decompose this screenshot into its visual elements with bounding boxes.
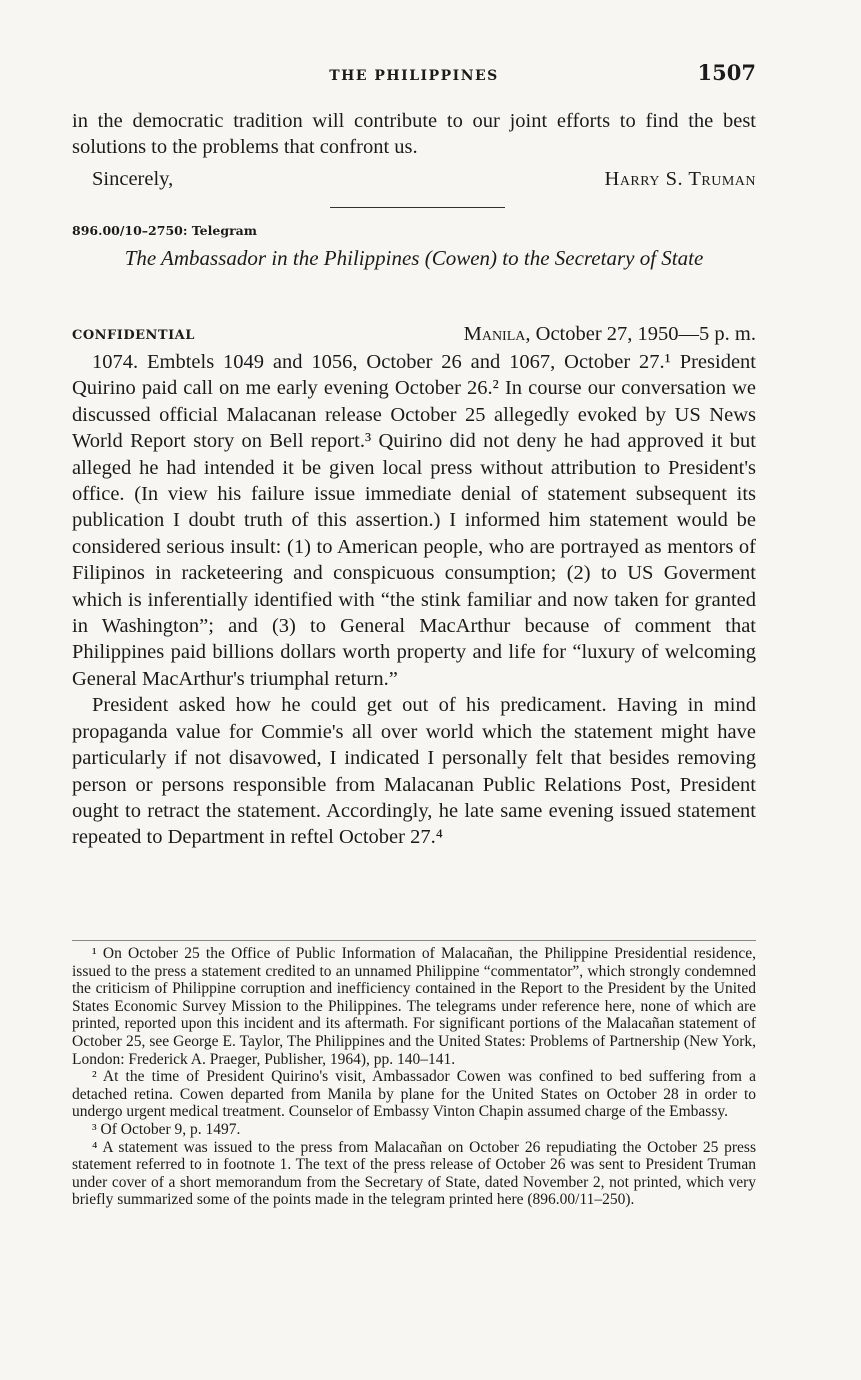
dateline-date: October 27, 1950—5 p. m. bbox=[535, 323, 756, 345]
salutation: Sincerely, bbox=[92, 168, 174, 190]
body-paragraph-2: President asked how he could get out of his predicament. Having in mind propaganda value for Commie's all over world which the statement might have particularly if not disavowed, I indicated I personally felt that besides removing person or persons responsible from Malacanan Public Relations Post, President ought to retract the statement. Accordingly, he late same evening issued statement repeated to Department in reftel October 27.⁴ bbox=[72, 694, 756, 849]
classification: CONFIDENTIAL bbox=[72, 328, 195, 343]
page-header bbox=[72, 60, 756, 90]
footnote-1: ¹ On October 25 the Office of Public Information of Malacañan, the Philippine Presidential residence, issued to the press a statement credited to an unnamed Philippine “commentator”, which strongly condemned the criticism of Philippine corruption and inefficiency contained in the Report to the President by the United States Economic Survey Mission to the Philippines. The telegrams under reference here, none of which are printed, reported upon this incident and its aftermath. For significant portions of the Malacañan statement of October 25, see George E. Taylor, The Philippines and the United States: Problems of Partnership (New York, London: Frederick A. Praeger, Publisher, 1964), pp. 140–141. bbox=[72, 945, 756, 1068]
telegram-body bbox=[72, 349, 756, 851]
footnote-divider bbox=[72, 940, 756, 941]
footnotes bbox=[72, 945, 756, 1209]
body-paragraph-1: 1074. Embtels 1049 and 1056, October 26 and 1067, October 27.¹ President Quirino paid call on me early evening October 26.² In course our conversation we discussed official Malacanan release October 25 allegedly evoked by US News World Report story on Bell report.³ Quirino did not deny he had approved it but alleged he had intended it be given local press without attribution to President's office. (In view his failure issue immediate denial of statement subsequent its publication I doubt truth of this assertion.) I informed him statement would be considered serious insult: (1) to American people, who are portrayed as mentors of Filipinos in racketeering and conspicuous consumption; (2) to US Goverment which is inferentially identified with “the stink familiar and now taken for granted in Washington”; and (3) to General MacArthur because of comment that Philippines paid billions dollars worth property and life for “luxury of welcoming General MacArthur's triumphal return.” bbox=[72, 351, 756, 690]
section-divider bbox=[330, 207, 505, 208]
top-paragraph: in the democratic tradition will contribute to our joint efforts to find the best solutions to the problems that confront us. bbox=[72, 110, 756, 159]
dateline-place: Manila, bbox=[463, 323, 531, 345]
running-title: THE PHILIPPINES bbox=[329, 68, 499, 84]
page-number: 1507 bbox=[697, 60, 756, 85]
footnote-2: ² At the time of President Quirino's visit, Ambassador Cowen was confined to bed suffering from a detached retina. Cowen departed from Manila by plane for the United States on October 28 in order to undergo urgent medical treatment. Counselor of Embassy Vinton Chapin assumed charge of the Embassy. bbox=[72, 1068, 756, 1121]
letter-closing-paragraph bbox=[72, 108, 756, 161]
document-title: The Ambassador in the Philippines (Cowen) to the Secretary of State bbox=[124, 246, 704, 270]
dateline bbox=[464, 323, 756, 346]
footnote-4: ⁴ A statement was issued to the press from Malacañan on October 26 repudiating the October 25 press statement referred to in footnote 1. The text of the press release of October 26 was sent to President Truman under cover of a short memorandum from the Secretary of State, dated November 2, not printed, which very briefly summarized some of the points made in the telegram printed here (896.00/11–250). bbox=[72, 1138, 756, 1209]
signature: Harry S. Truman bbox=[604, 168, 756, 190]
file-reference: 896.00/10–2750: Telegram bbox=[72, 223, 257, 238]
letter-closing bbox=[92, 168, 756, 191]
footnote-3: ³ Of October 9, p. 1497. bbox=[92, 1120, 241, 1138]
